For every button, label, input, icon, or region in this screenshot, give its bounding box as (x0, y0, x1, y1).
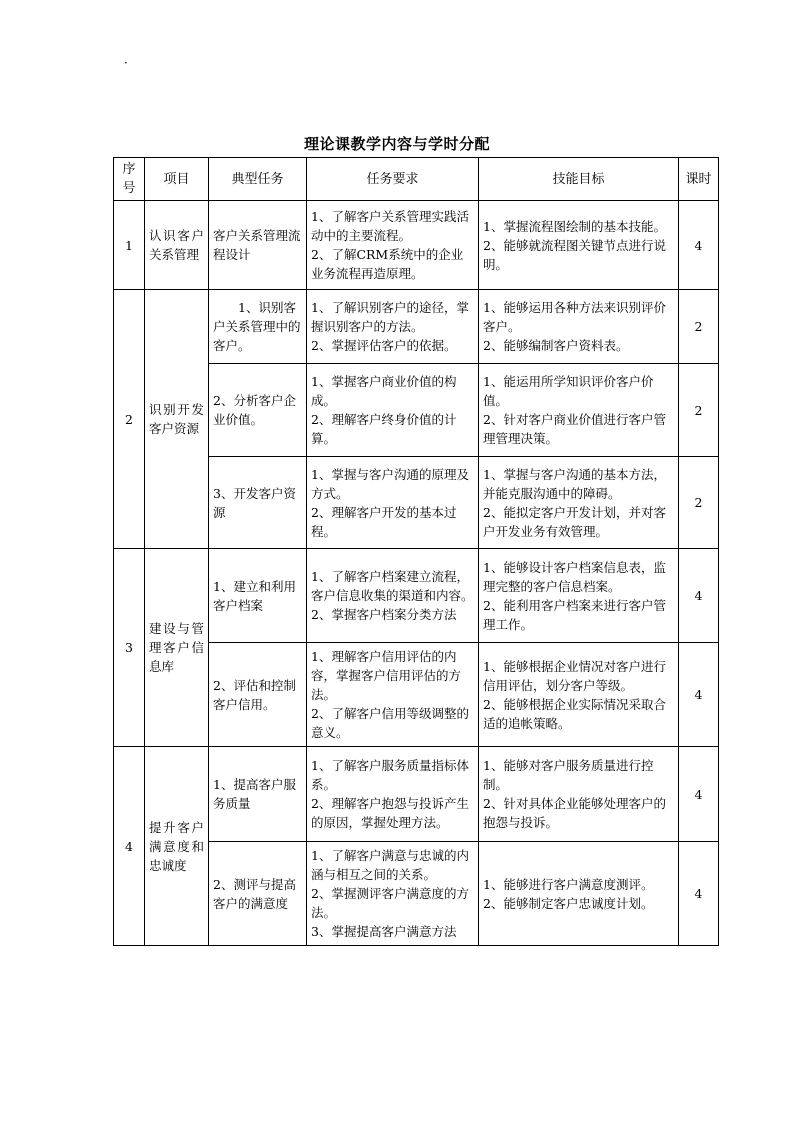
task-cell: 2、分析客户企业价值。 (209, 364, 307, 457)
requirement-item: 1、理解客户信用评估的内容，掌握客户信用评估的方法。 (311, 649, 462, 702)
skill-item: 1、能够进行客户满意度测评。 (483, 876, 654, 892)
task-cell: 2、测评与提高客户的满意度 (209, 842, 307, 946)
header-requirement: 任务要求 (307, 158, 479, 201)
header-skill: 技能目标 (479, 158, 679, 201)
hours-cell: 4 (679, 201, 719, 290)
hours-cell: 4 (679, 747, 719, 842)
header-seq: 序号 (114, 158, 145, 201)
requirement-item: 2、掌握客户档案分类方法 (311, 607, 457, 622)
skill-cell (479, 290, 679, 364)
seq-cell: 1 (114, 201, 145, 290)
table-row (114, 747, 719, 842)
requirement-item: 2、了解客户信用等级调整的意义。 (311, 706, 469, 740)
document-title: 理论课教学内容与学时分配 (303, 135, 490, 153)
skill-cell (479, 457, 679, 549)
requirement-item: 2、理解客户抱怨与投诉产生的原因，掌握处理方法。 (311, 796, 469, 830)
skill-cell (479, 842, 679, 946)
hours-cell: 4 (679, 842, 719, 946)
skill-item: 1、能运用所学知识评价客户价值。 (483, 374, 654, 408)
header-task: 典型任务 (209, 158, 307, 201)
task-cell: 3、开发客户资源 (209, 457, 307, 549)
requirement-cell (307, 457, 479, 549)
task-cell: 2、评估和控制客户信用。 (209, 643, 307, 747)
seq-cell: 3 (114, 549, 145, 747)
requirement-cell (307, 290, 479, 364)
skill-item: 2、能拟定客户开发计划，并对客户开发业务有效管理。 (483, 504, 666, 539)
hours-cell: 2 (679, 290, 719, 364)
page-marker: · (124, 56, 128, 70)
requirement-item: 1、了解客户服务质量指标体系。 (311, 758, 469, 792)
requirement-item: 3、掌握提高客户满意方法 (311, 924, 457, 939)
header-row (114, 158, 719, 201)
requirement-item: 1、了解识别客户的途径，掌握识别客户的方法。 (311, 300, 469, 334)
table-row (114, 549, 719, 643)
skill-item: 1、掌握与客户沟通的基本方法，并能克服沟通中的障碍。 (483, 466, 666, 501)
requirement-item: 2、掌握测评客户满意度的方法。 (311, 886, 469, 920)
requirement-item: 2、了解CRM系统中的企业业务流程再造原理。 (311, 247, 464, 281)
hours-cell: 4 (679, 549, 719, 643)
header-hours: 课时 (679, 158, 719, 201)
hours-cell: 2 (679, 457, 719, 549)
skill-cell (479, 364, 679, 457)
project-cell: 认识客户关系管理 (145, 201, 209, 290)
project-cell: 建设与管理客户信息库 (145, 549, 209, 747)
requirement-cell (307, 747, 479, 842)
task-cell: 客户关系管理流程设计 (209, 201, 307, 290)
table-body (114, 201, 719, 946)
skill-cell (479, 549, 679, 643)
requirement-item: 2、理解客户终身价值的计算。 (311, 412, 457, 446)
requirement-item: 1、了解客户满意与忠诚的内涵与相互之间的关系。 (311, 848, 469, 882)
hours-cell: 4 (679, 643, 719, 747)
requirement-item: 2、掌握评估客户的依据。 (311, 338, 457, 353)
requirement-cell (307, 842, 479, 946)
requirement-item: 1、了解客户档案建立流程，客户信息收集的渠道和内容。 (311, 569, 474, 603)
course-table (113, 157, 719, 946)
requirement-item: 1、掌握与客户沟通的原理及方式。 (311, 466, 469, 501)
requirement-item: 1、掌握客户商业价值的构成。 (311, 374, 457, 408)
skill-item: 2、针对具体企业能够处理客户的抱怨与投诉。 (483, 796, 666, 830)
header-project: 项目 (145, 158, 209, 201)
task-cell: 1、提高客户服务质量 (209, 747, 307, 842)
requirement-cell (307, 643, 479, 747)
requirement-item: 1、了解客户关系管理实践活动中的主要流程。 (311, 209, 469, 243)
hours-cell: 2 (679, 364, 719, 457)
skill-item: 1、能够根据企业情况对客户进行信用评估，划分客户等级。 (483, 658, 666, 693)
skill-item: 2、能够制定客户忠诚度计划。 (483, 895, 654, 911)
requirement-cell (307, 549, 479, 643)
skill-item: 2、能利用客户档案来进行客户管理工作。 (483, 597, 666, 632)
requirement-cell (307, 201, 479, 290)
task-cell: 1、建立和利用客户档案 (209, 549, 307, 643)
task-cell: 1、识别客户关系管理中的客户。 (209, 290, 307, 364)
skill-item: 1、掌握流程图绘制的基本技能。 (483, 218, 666, 234)
seq-cell: 2 (114, 290, 145, 549)
table-row (114, 290, 719, 364)
requirement-item: 2、理解客户开发的基本过程。 (311, 504, 457, 539)
table-row (114, 201, 719, 290)
skill-item: 1、能够设计客户档案信息表，监理完整的客户信息档案。 (483, 559, 666, 594)
project-cell: 识别开发客户资源 (145, 290, 209, 549)
skill-item: 1、能够对客户服务质量进行控制。 (483, 758, 654, 792)
skill-cell (479, 643, 679, 747)
skill-cell (479, 747, 679, 842)
skill-item: 1、能够运用各种方法来识别评价客户。 (483, 300, 666, 334)
skill-item: 2、能够编制客户资料表。 (483, 338, 629, 353)
project-cell: 提升客户满意度和忠诚度 (145, 747, 209, 946)
seq-cell: 4 (114, 747, 145, 946)
skill-item: 2、针对客户商业价值进行客户管理管理决策。 (483, 412, 666, 446)
skill-item: 2、能够就流程图关键节点进行说明。 (483, 237, 666, 272)
requirement-cell (307, 364, 479, 457)
skill-cell (479, 201, 679, 290)
skill-item: 2、能够根据企业实际情况采取合适的追帐策略。 (483, 696, 666, 731)
